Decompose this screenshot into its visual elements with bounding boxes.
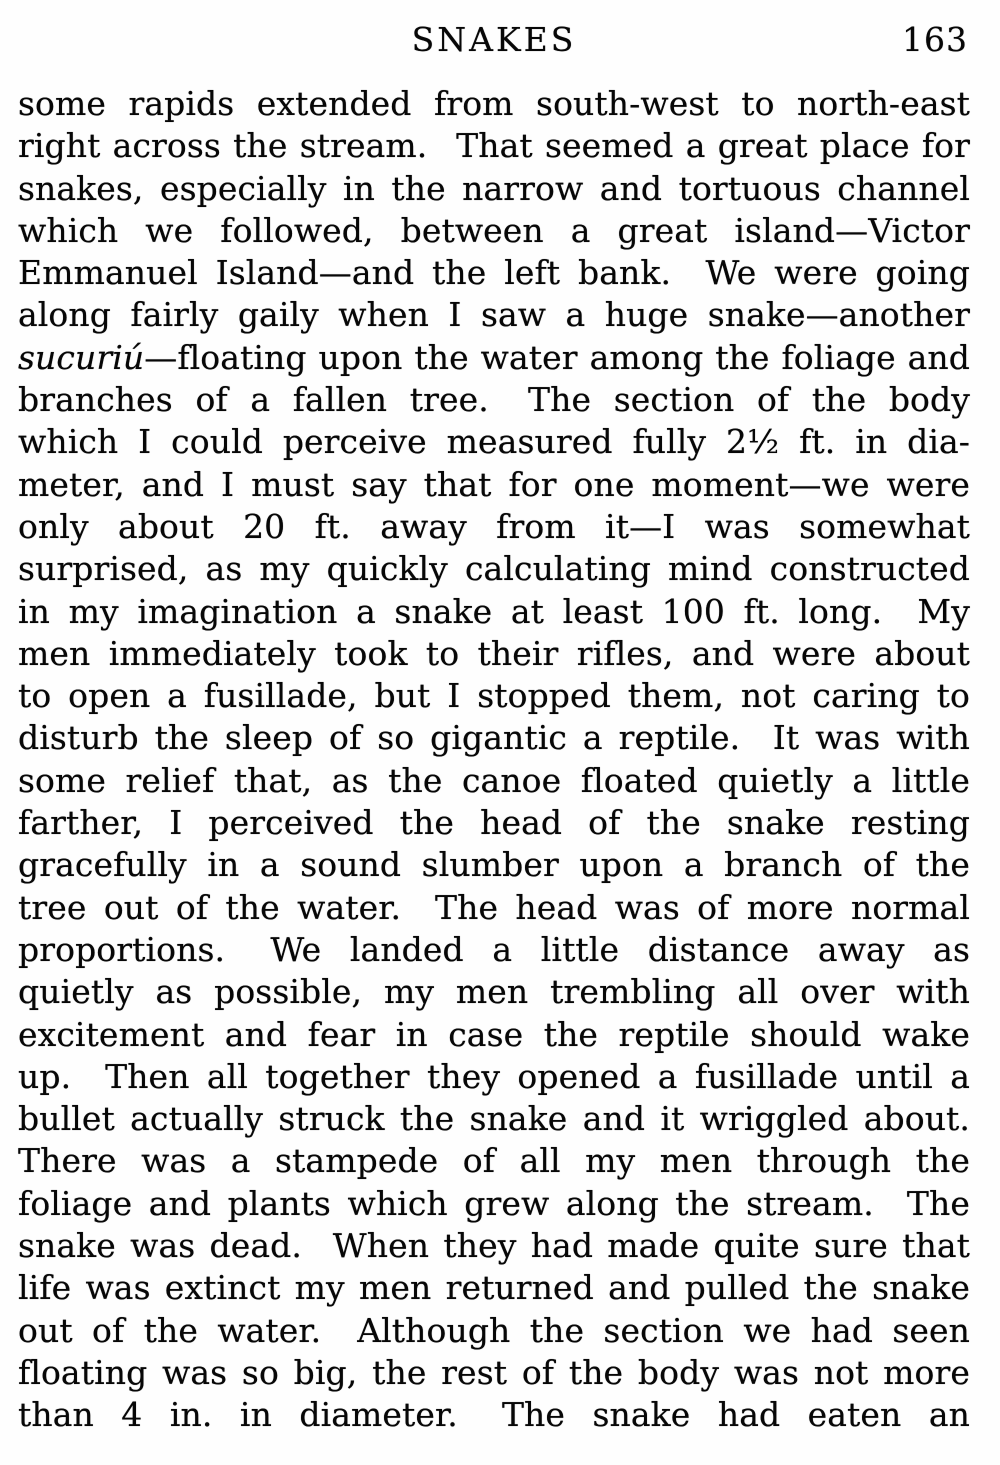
text-segment: excitement and fear in case the reptile should wake [18,1014,970,1054]
text-line [18,294,970,336]
text-line [18,1014,970,1056]
text-line [18,83,970,125]
text-line [18,1310,970,1352]
text-line [18,802,970,844]
text-line [18,1098,970,1140]
text-segment: tree out of the water. The head was of more normal [18,887,970,927]
text-line [18,1183,970,1225]
text-line [18,887,970,929]
text-line [18,1225,970,1267]
page-number: 163 [902,20,968,59]
text-line [18,675,970,717]
text-segment: which we followed, between a great island—Victor [18,210,970,250]
text-segment: life was extinct my men returned and pulled the snake [18,1268,970,1308]
text-segment: men immediately took to their rifles, and were about [18,633,970,673]
text-segment: right across the stream. That seemed a great place for [18,126,970,166]
text-segment: some relief that, as the canoe floated quietly a little [18,760,970,800]
text-segment: some rapids extended from south-west to north-east [18,84,970,123]
text-line [18,1352,970,1394]
text-line [18,760,970,802]
text-segment: Emmanuel Island—and the left bank. We were going [18,253,970,293]
text-line [18,844,970,886]
text-segment: quietly as possible, my men trembling all over with [18,972,970,1012]
text-segment: in my imagination a snake at least 100 ft. long. My [18,591,970,631]
text-line [18,929,970,971]
text-segment: bullet actually struck the snake and it wriggled about. [18,1099,970,1139]
text-segment: out of the water. Although the section we had seen [18,1310,970,1350]
text-line [18,717,970,759]
text-line [18,633,970,675]
text-line [18,548,970,590]
text-segment: disturb the sleep of so gigantic a reptile. It was with [18,718,970,758]
page-header [18,20,970,60]
text-line [18,464,970,506]
text-segment: than 4 in. in diameter. The snake had eaten an [18,1395,970,1435]
text-line [18,591,970,633]
text-segment: snake was dead. When they had made quite sure that [18,1226,970,1266]
italic-word: sucuriú [18,337,145,377]
text-line [18,252,970,294]
text-segment: surprised, as my quickly calculating mind constructed [18,549,970,589]
text-line [18,1140,970,1182]
page-body-text [18,83,970,1437]
text-line [18,125,970,167]
text-line [18,971,970,1013]
text-segment: proportions. We landed a little distance away as [18,929,970,969]
text-line [18,1056,970,1098]
text-line [18,421,970,463]
text-line [18,1394,970,1436]
text-line [18,210,970,252]
text-segment: There was a stampede of all my men through the [18,1141,970,1181]
text-segment: branches of a fallen tree. The section of the body [18,380,970,420]
text-segment: which I could perceive measured fully 2½ ft. in dia- [18,422,970,462]
text-line [18,506,970,548]
text-segment: gracefully in a sound slumber upon a branch of the [18,845,970,885]
text-segment: meter, and I must say that for one moment—we were [18,464,970,504]
text-segment: —floating upon the water among the foliage and [144,337,970,377]
text-segment: farther, I perceived the head of the snake resting [18,803,970,843]
text-line [18,168,970,210]
text-line [18,1267,970,1309]
text-segment: only about 20 ft. away from it—I was somewhat [18,506,970,546]
text-segment: up. Then all together they opened a fusillade until a [18,1056,970,1096]
text-segment: to open a fusillade, but I stopped them, not caring to [18,676,970,716]
text-segment: along fairly gaily when I saw a huge snake—another [18,295,970,335]
text-segment: floating was so big, the rest of the body was not more [18,1352,970,1392]
text-line [18,337,970,379]
text-segment: foliage and plants which grew along the stream. The [18,1183,970,1223]
text-segment: snakes, especially in the narrow and tortuous channel [18,168,970,208]
running-title: SNAKES [411,20,577,59]
text-line [18,379,970,421]
